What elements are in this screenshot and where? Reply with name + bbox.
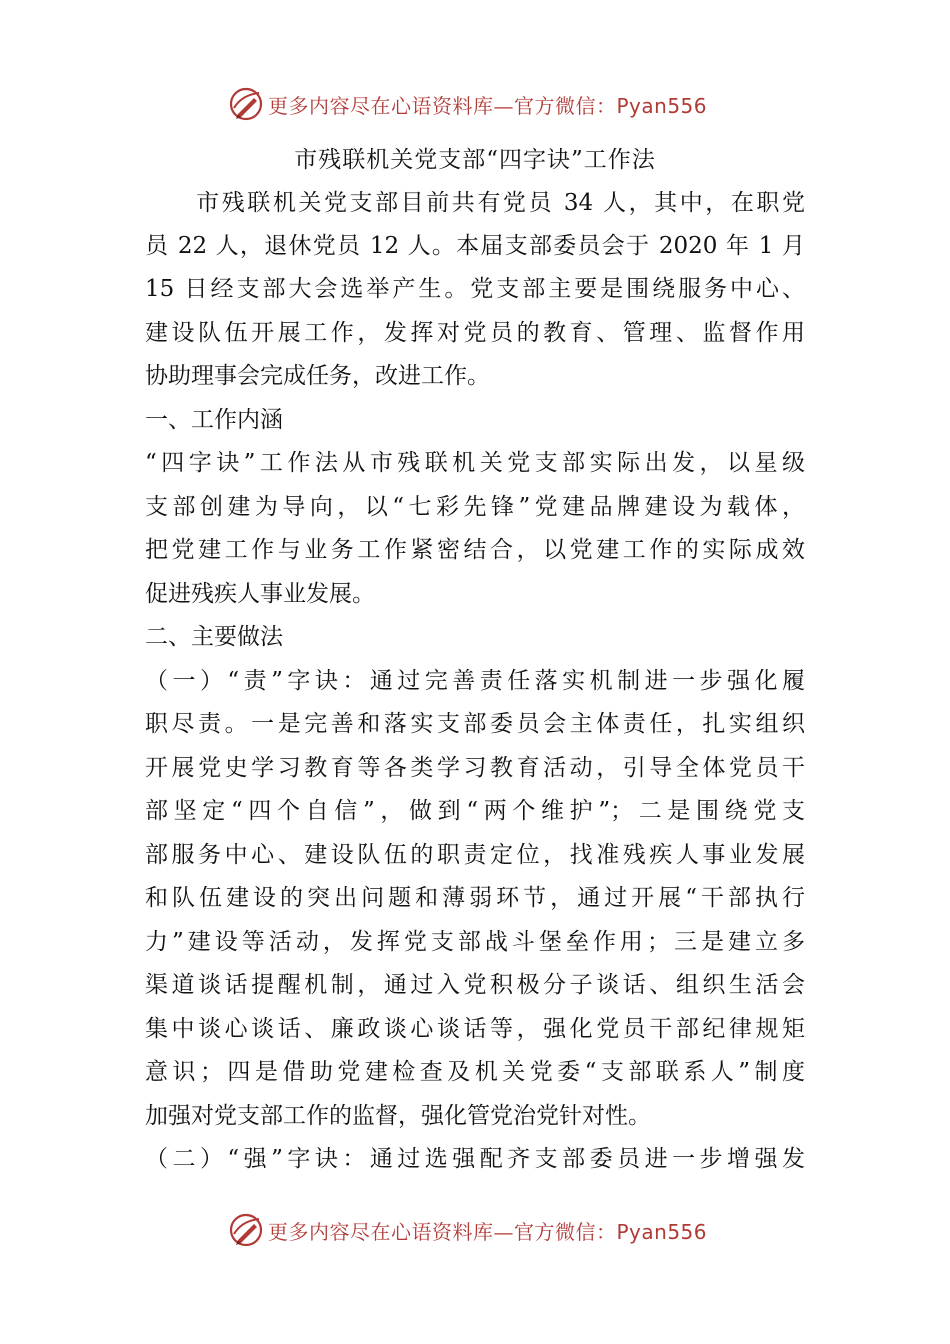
pen-logo-icon — [228, 1212, 264, 1248]
watermark-banner-top — [228, 84, 707, 124]
section-heading: 二、主要做法 — [145, 624, 283, 650]
body-line: 部服务中心、建设队伍的职责定位，找准残疾人事业发展 — [145, 842, 805, 868]
body-line: 渠道谈话提醒机制，通过入党积极分子谈话、组织生活会 — [145, 972, 805, 998]
body-line: 意识；四是借助党建检查及机关党委“支部联系人”制度 — [145, 1059, 805, 1085]
body-line: “四字诀”工作法从市残联机关党支部实际出发，以星级 — [145, 450, 805, 476]
body-line: （一）“责”字诀：通过完善责任落实机制进一步强化履 — [145, 668, 805, 694]
body-line: 市残联机关党支部目前共有党员 34 人，其中，在职党 — [145, 190, 805, 216]
body-line: 职尽责。一是完善和落实支部委员会主体责任，扎实组织 — [145, 711, 805, 737]
section-heading: 一、工作内涵 — [145, 407, 283, 433]
watermark-text: 更多内容尽在心语资料库—官方微信：Pyan556 — [268, 1219, 708, 1244]
body-line: 力”建设等活动，发挥党支部战斗堡垒作用；三是建立多 — [145, 929, 805, 955]
body-line: 集中谈心谈话、廉政谈心谈话等，强化党员干部纪律规矩 — [145, 1016, 805, 1042]
body-line: 员 22 人，退休党员 12 人。本届支部委员会于 2020 年 1 月 — [145, 233, 805, 259]
pen-logo-icon — [228, 86, 264, 122]
body-line: （二）“强”字诀：通过选强配齐支部委员进一步增强发 — [145, 1146, 805, 1172]
body-line: 把党建工作与业务工作紧密结合，以党建工作的实际成效 — [145, 537, 805, 563]
body-line: 加强对党支部工作的监督，强化管党治党针对性。 — [145, 1103, 651, 1129]
body-line: 和队伍建设的突出问题和薄弱环节，通过开展“干部执行 — [145, 885, 805, 911]
watermark-banner-bottom — [228, 1210, 707, 1250]
body-line: 开展党史学习教育等各类学习教育活动，引导全体党员干 — [145, 755, 805, 781]
document-title: 市残联机关党支部“四字诀”工作法 — [294, 147, 656, 173]
body-line: 支部创建为导向，以“七彩先锋”党建品牌建设为载体， — [145, 494, 805, 520]
body-line: 促进残疾人事业发展。 — [145, 581, 375, 607]
body-line: 15 日经支部大会选举产生。党支部主要是围绕服务中心、 — [145, 276, 805, 302]
watermark-text: 更多内容尽在心语资料库—官方微信：Pyan556 — [268, 93, 708, 118]
body-line: 协助理事会完成任务，改进工作。 — [145, 363, 490, 389]
body-line: 部坚定“四个自信”，做到“两个维护”；二是围绕党支 — [145, 798, 805, 824]
body-line: 建设队伍开展工作，发挥对党员的教育、管理、监督作用 — [145, 320, 805, 346]
